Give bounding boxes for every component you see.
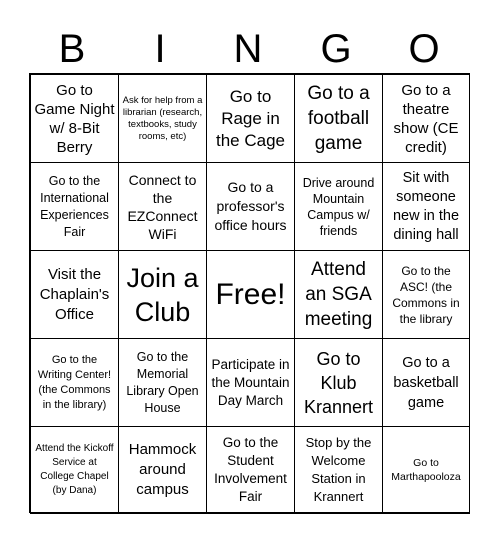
bingo-cell[interactable] [30,338,119,427]
bingo-cell[interactable] [294,338,383,427]
cell-text: Stop by the Welcome Station in Krannert [305,435,372,504]
cell-text: Participate in the Mountain Day March [211,356,290,408]
bingo-cell[interactable] [382,338,470,427]
cell-text: Go to the Student Involvement Fair [214,435,287,504]
bingo-cell[interactable] [206,162,295,251]
cell-text: Free! [215,277,286,311]
bingo-grid [29,73,470,513]
bingo-cell[interactable] [382,250,470,339]
cell-text: Connect to the EZConnect WiFi [127,171,198,242]
cell-text: Join a Club [126,262,199,327]
cell-text: Ask for help from a librarian (research, textbooks, study rooms, etc) [122,94,203,142]
bingo-cell[interactable] [118,250,207,339]
cell-text: Go to the Memorial Library Open House [126,349,199,415]
bingo-header [29,24,471,74]
header-letter-b: B [58,27,88,71]
cell-text: Visit the Chaplain's Office [39,265,110,323]
cell-text: Go to a professor's office hours [214,179,287,233]
header-letter-o: O [408,27,442,71]
bingo-cell[interactable] [294,250,383,339]
bingo-cell[interactable] [118,162,207,251]
bingo-cell[interactable] [294,74,383,163]
bingo-cell[interactable] [206,426,295,514]
bingo-cell[interactable] [206,74,295,163]
cell-text: Hammock around campus [128,441,197,498]
bingo-cell[interactable] [382,74,470,163]
cell-text: Go to a theatre show (CE credit) [393,81,459,156]
cell-text: Go to Klub Krannert [303,348,374,417]
header-letter-i: I [154,27,168,71]
cell-text: Go to the Writing Center! (the Commons in the library) [37,353,112,411]
bingo-cell[interactable] [382,162,470,251]
bingo-cell[interactable] [30,426,119,514]
bingo-cell[interactable] [30,162,119,251]
cell-text: Go to the ASC! (the Commons in the library [392,263,460,326]
cell-text: Go to the International Experiences Fair [40,173,109,239]
bingo-cell[interactable] [30,250,119,339]
cell-text: Go to Rage in the Cage [216,86,285,150]
bingo-cell[interactable] [206,338,295,427]
cell-text: Go to a basketball game [393,354,459,411]
cell-text: Go to Game Night w/ 8-Bit Berry [34,81,115,156]
bingo-cell[interactable] [294,426,383,514]
bingo-cell[interactable] [30,74,119,163]
free-space[interactable] [206,250,295,339]
bingo-cell[interactable] [118,338,207,427]
bingo-cell[interactable] [382,426,470,514]
cell-text: Attend an SGA meeting [304,259,373,330]
bingo-cell[interactable] [118,426,207,514]
header-letter-n: N [233,27,265,71]
cell-text: Sit with someone new in the dining hall [392,169,460,243]
bingo-cell[interactable] [294,162,383,251]
cell-text: Drive around Mountain Campus w/ friends [302,175,375,238]
bingo-cell[interactable] [118,74,207,163]
cell-text: Go to Marthapooloza [391,457,461,483]
header-letter-g: G [320,27,354,71]
cell-text: Attend the Kickoff Service at College Chapel (by Dana) [35,443,114,496]
cell-text: Go to a football game [307,83,370,154]
